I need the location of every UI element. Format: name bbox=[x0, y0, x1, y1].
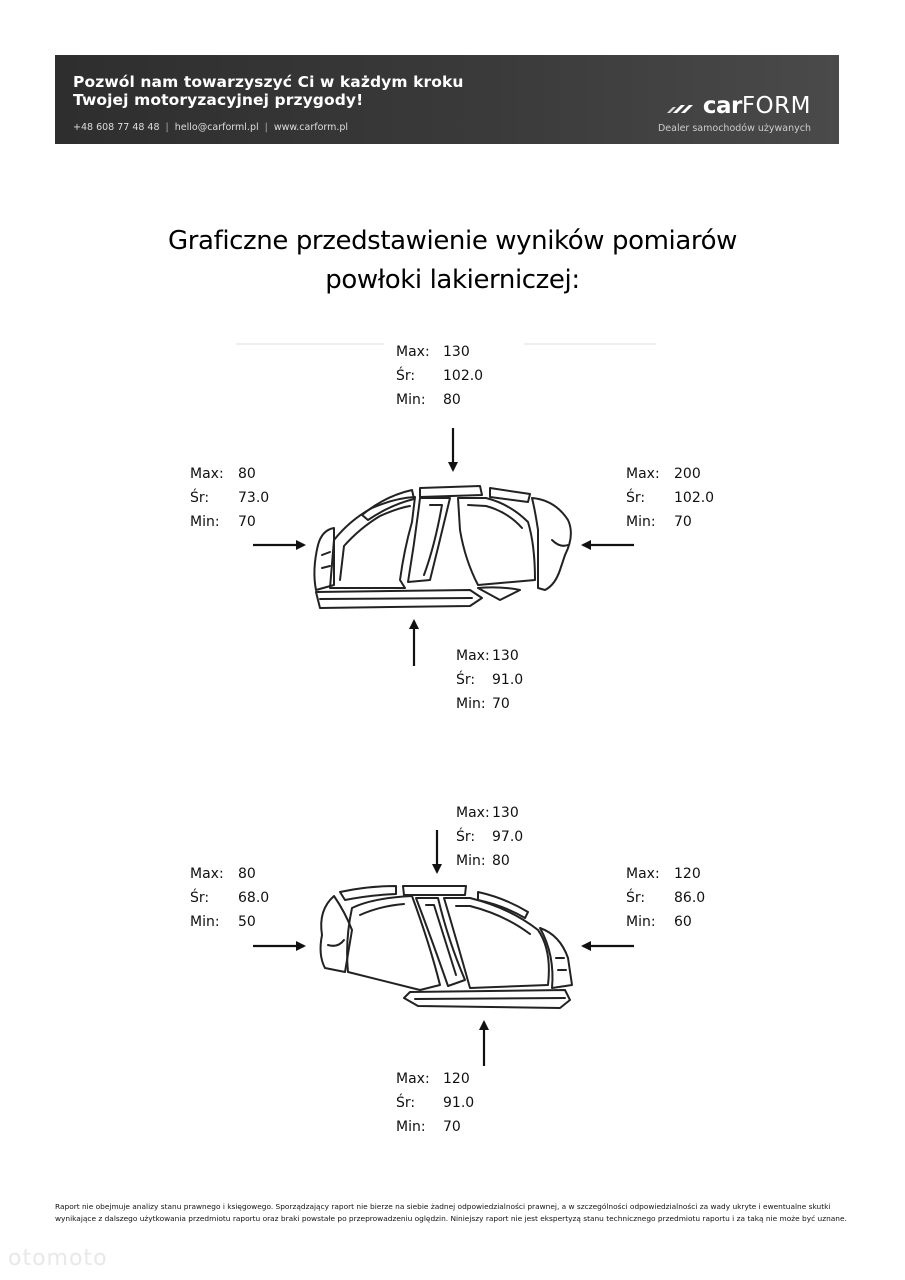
watermark: otomoto bbox=[8, 1246, 108, 1271]
max-value: 120 bbox=[443, 1071, 470, 1087]
max-value: 130 bbox=[492, 648, 519, 664]
measurement-bottom-d1 bbox=[456, 644, 524, 716]
max-value: 80 bbox=[238, 866, 256, 882]
max-label: Max: bbox=[190, 866, 224, 882]
min-value: 70 bbox=[443, 1119, 461, 1135]
avg-value: 102.0 bbox=[674, 490, 715, 506]
measurement-right-d2 bbox=[626, 862, 706, 934]
min-label: Min: bbox=[626, 514, 656, 530]
min-value: 70 bbox=[492, 696, 510, 712]
logo-text-car: car bbox=[702, 93, 742, 119]
avg-value: 102.0 bbox=[443, 368, 484, 384]
avg-label: Śr: bbox=[396, 368, 416, 384]
avg-value: 91.0 bbox=[443, 1095, 475, 1111]
avg-value: 97.0 bbox=[492, 829, 524, 845]
max-value: 130 bbox=[492, 805, 519, 821]
min-label: Min: bbox=[396, 1119, 426, 1135]
min-value: 80 bbox=[443, 392, 461, 408]
max-label: Max: bbox=[626, 866, 660, 882]
measurement-top-d1 bbox=[396, 340, 484, 412]
min-label: Min: bbox=[190, 514, 220, 530]
avg-value: 68.0 bbox=[238, 890, 270, 906]
measurement-bottom-d2 bbox=[396, 1067, 475, 1139]
max-label: Max: bbox=[396, 344, 430, 360]
logo-text-form: FORM bbox=[741, 93, 811, 119]
tagline-line2: Twojej motoryzacyjnej przygody! bbox=[73, 91, 364, 109]
measurement-right-d1 bbox=[626, 462, 715, 534]
avg-label: Śr: bbox=[456, 672, 476, 688]
max-value: 120 bbox=[674, 866, 701, 882]
avg-label: Śr: bbox=[190, 890, 210, 906]
avg-label: Śr: bbox=[626, 490, 646, 506]
avg-value: 86.0 bbox=[674, 890, 706, 906]
min-value: 60 bbox=[674, 914, 692, 930]
measurement-left-d2 bbox=[190, 862, 270, 934]
min-label: Min: bbox=[456, 853, 486, 869]
email-link[interactable]: hello@carforml.pl bbox=[174, 122, 259, 133]
min-value: 50 bbox=[238, 914, 256, 930]
website-link[interactable]: www.carform.pl bbox=[273, 122, 349, 133]
tagline-line1: Pozwól nam towarzyszyć Ci w każdym kroku bbox=[73, 73, 464, 91]
min-value: 70 bbox=[674, 514, 692, 530]
measurement-left-d1 bbox=[190, 462, 270, 534]
min-label: Min: bbox=[456, 696, 486, 712]
phone-number[interactable]: +48 608 77 48 48 bbox=[73, 122, 160, 133]
separator: | bbox=[165, 122, 169, 133]
avg-value: 73.0 bbox=[238, 490, 270, 506]
page-title-line2: powłoki lakierniczej: bbox=[325, 265, 580, 295]
max-label: Max: bbox=[396, 1071, 430, 1087]
min-value: 70 bbox=[238, 514, 256, 530]
page-title-line1: Graficzne przedstawienie wyników pomiarów bbox=[168, 226, 737, 256]
max-label: Max: bbox=[626, 466, 660, 482]
min-label: Min: bbox=[396, 392, 426, 408]
min-value: 80 bbox=[492, 853, 510, 869]
max-value: 130 bbox=[443, 344, 470, 360]
car-outline-right-side bbox=[321, 886, 572, 1008]
logo-subtitle: Dealer samochodów używanych bbox=[657, 123, 811, 134]
avg-label: Śr: bbox=[396, 1095, 416, 1111]
max-label: Max: bbox=[456, 648, 490, 664]
avg-value: 91.0 bbox=[492, 672, 524, 688]
max-label: Max: bbox=[456, 805, 490, 821]
min-label: Min: bbox=[190, 914, 220, 930]
avg-label: Śr: bbox=[626, 890, 646, 906]
separator: | bbox=[264, 122, 268, 133]
measurement-top-d2 bbox=[456, 801, 524, 873]
max-label: Max: bbox=[190, 466, 224, 482]
min-label: Min: bbox=[626, 914, 656, 930]
avg-label: Śr: bbox=[190, 490, 210, 506]
car-outline-left-side bbox=[314, 486, 570, 608]
max-value: 80 bbox=[238, 466, 256, 482]
max-value: 200 bbox=[674, 466, 701, 482]
legal-disclaimer: Raport nie obejmuje analizy stanu prawnego i księgowego. Sporządzający raport nie bierze na siebie żadnej odpowiedzialności prawnej, a w szczególności odpowiedzialności za wady ukryte i ewentualne skutki wynikające z dalszego użytkowania przedmiotu raportu oraz braki powstałe po przeprowadzeniu oględzin. Niniejszy raport nie jest ekspertyzą stanu technicznego przedmiotu raportu i za taką nie może być uznane. bbox=[55, 1202, 847, 1223]
avg-label: Śr: bbox=[456, 829, 476, 845]
